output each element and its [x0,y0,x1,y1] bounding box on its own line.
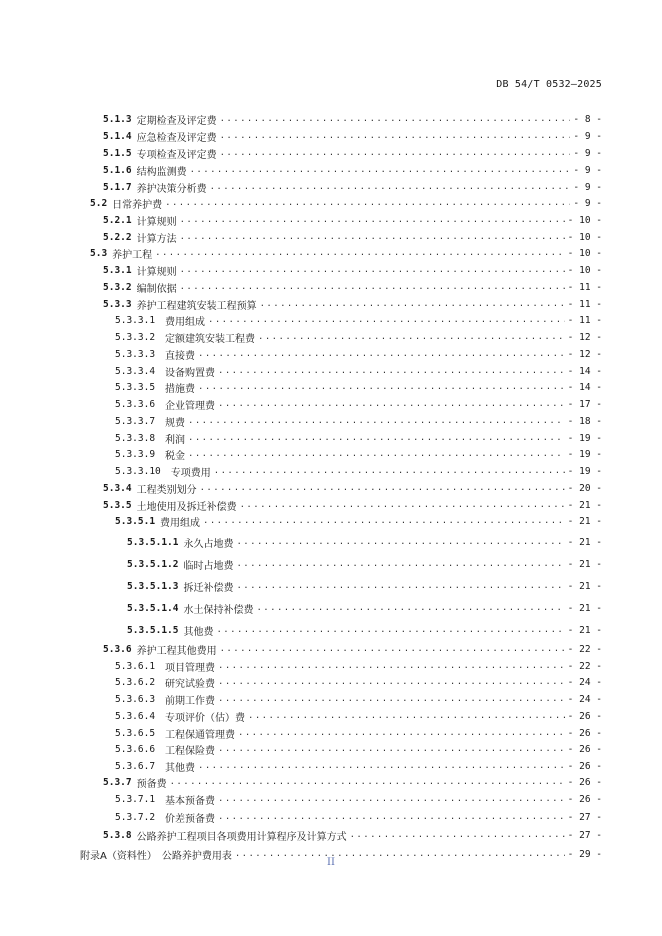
toc-entry-title: 预备费 [136,778,167,790]
toc-entry-title: 拆迁补偿费 [183,582,234,594]
dot-leader [198,382,565,392]
toc-entry-number: 5.3.2 [103,281,132,293]
toc-entry-page: - 17 - [567,398,602,410]
toc-entry-page: - 9 - [573,181,602,193]
toc-entry-title: 研究试验费 [165,678,216,690]
toc-entry-page: - 20 - [567,482,602,494]
toc-entry[interactable] [115,347,602,361]
toc-entry-page: - 12 - [567,348,602,360]
dot-leader [236,581,564,591]
toc-entry[interactable] [115,313,602,327]
toc-entry[interactable] [103,828,602,842]
toc-entry-number: 5.2 [90,197,108,209]
dot-leader [218,399,565,409]
toc-entry-page: - 27 - [567,811,602,823]
toc-entry-title: 其他费 [165,762,196,774]
toc-entry-number: 5.3.6 [103,643,132,655]
dot-leader [258,332,565,342]
toc-entry-page: - 10 - [567,264,602,276]
toc-entry[interactable] [115,709,602,723]
toc-entry[interactable] [115,464,602,478]
toc-entry-number: 5.3.6.2 [115,676,156,688]
toc-entry[interactable] [115,380,602,394]
dot-leader [190,165,571,175]
toc-entry-title: 养护决策分析费 [136,183,207,195]
toc-entry-title: 利润 [165,434,186,446]
toc-entry-title: 定额建筑安装工程费 [165,333,256,345]
dot-leader [220,148,571,158]
toc-entry-number: 5.3.3 [103,298,132,310]
toc-entry-title: 基本预备费 [165,795,216,807]
toc-entry-number: 5.3.5.1.1 [127,536,179,548]
toc-entry-page: - 11 - [567,314,602,326]
dot-leader [248,711,565,721]
toc-entry-title: 计算方法 [136,233,177,245]
toc-entry-number: 5.3.3.8 [115,432,156,444]
toc-entry-title: 结构监测费 [136,166,187,178]
toc-entry-page: - 9 - [573,164,602,176]
toc-entry-number: 5.3.5.1.3 [127,580,179,592]
toc-entry-number: 5.3.1 [103,264,132,276]
toc-entry[interactable] [103,112,602,126]
toc-entry-page: - 26 - [567,743,602,755]
toc-entry-number: 5.3.5.1 [115,515,156,527]
toc-entry-page: - 12 - [567,331,602,343]
toc-entry-page: - 11 - [567,281,602,293]
toc-entry-page: - 21 - [567,499,602,511]
toc-entry[interactable] [115,726,602,740]
toc-entry-page: - 21 - [567,558,602,570]
dot-leader [188,449,565,459]
toc-entry-number: 5.3.3.1 [115,314,156,326]
toc-entry-page: - 10 - [567,231,602,243]
toc-entry-number: 5.3.5.1.2 [127,558,179,570]
toc-entry-number: 5.1.5 [103,147,132,159]
toc-entry[interactable] [103,280,602,294]
toc-entry-title: 永久占地费 [183,538,234,550]
toc-entry[interactable] [90,246,602,260]
toc-entry-page: - 26 - [567,727,602,739]
toc-entry-number: 5.3.3.7 [115,415,156,427]
toc-entry[interactable] [103,230,602,244]
toc-entry-number: 5.1.7 [103,181,132,193]
toc-entry-page: - 24 - [567,676,602,688]
toc-entry-number: 5.3.4 [103,482,132,494]
toc-entry-number: 5.3.6.4 [115,710,156,722]
toc-entry-number: 5.2.1 [103,214,132,226]
toc-entry-page: - 21 - [567,602,602,614]
toc-entry[interactable] [127,601,602,615]
dot-leader [218,661,565,671]
toc-entry[interactable] [115,447,602,461]
toc-entry-title: 公路养护费用表 [161,850,232,862]
toc-entry-number: 5.3.6.6 [115,743,156,755]
toc-entry-page: - 27 - [567,829,602,841]
toc-entry[interactable] [103,642,602,656]
toc-entry-number: 5.3.6.5 [115,727,156,739]
toc-entry[interactable] [115,810,602,824]
toc-entry-title: 养护工程 [112,249,153,261]
toc-entry-page: - 26 - [567,776,602,788]
toc-entry-number: 附录A（资料性） [80,850,157,862]
dot-leader [216,625,564,635]
toc-entry-number: 5.3.3.4 [115,365,156,377]
toc-entry-page: - 24 - [567,693,602,705]
toc-entry[interactable] [115,692,602,706]
toc-entry[interactable] [115,397,602,411]
toc-entry[interactable] [115,659,602,673]
toc-entry-title: 养护工程其他费用 [136,645,217,657]
toc-entry-page: - 26 - [567,710,602,722]
toc-entry-number: 5.3 [90,247,108,259]
toc-entry-page: - 9 - [573,130,602,142]
toc-entry-page: - 22 - [567,643,602,655]
toc-entry[interactable] [103,146,602,160]
toc-entry-title: 项目管理费 [165,662,216,674]
toc-entry[interactable] [103,263,602,277]
toc-entry-title: 计算规则 [136,266,177,278]
dot-leader [260,299,565,309]
toc-entry-title: 措施费 [165,383,196,395]
toc-entry-page: - 19 - [567,448,602,460]
dot-leader [350,830,565,840]
toc-entry-number: 5.3.3.3 [115,348,156,360]
dot-leader [218,794,565,804]
toc-entry-title: 养护工程建筑安装工程预算 [136,300,257,312]
dot-leader [218,677,565,687]
toc-entry-title: 专项评价（估）费 [165,712,246,724]
toc-entry-number: 5.3.5.1.5 [127,624,179,636]
toc-entry-title: 价差预备费 [165,813,216,825]
document-id-header: DB 54/T 0532—2025 [496,79,602,90]
dot-leader [203,516,565,526]
toc-entry[interactable] [103,481,602,495]
toc-entry-page: - 26 - [567,760,602,772]
toc-entry-title: 专项费用 [170,467,211,479]
page-number: II [327,857,335,868]
dot-leader [170,777,565,787]
toc-entry-page: - 18 - [567,415,602,427]
toc-entry[interactable] [103,180,602,194]
dot-leader [198,761,565,771]
toc-entry-number: 5.3.6.1 [115,660,156,672]
toc-entry[interactable] [115,792,602,806]
toc-entry-page: - 29 - [567,848,602,860]
dot-leader [238,728,565,738]
toc-entry[interactable] [127,579,602,593]
dot-leader [180,265,565,275]
toc-entry-title: 费用组成 [165,316,206,328]
dot-leader [218,812,565,822]
dot-leader [208,315,565,325]
toc-entry[interactable] [103,213,602,227]
dot-leader [240,500,565,510]
toc-entry-number: 5.3.7.2 [115,811,156,823]
toc-entry-number: 5.3.3.9 [115,448,156,460]
toc-entry-title: 直接费 [165,350,196,362]
toc-entry[interactable] [127,557,602,571]
toc-entry-page: - 21 - [567,624,602,636]
toc-entry-page: - 11 - [567,298,602,310]
toc-entry-page: - 8 - [573,113,602,125]
toc-entry-title: 前期工作费 [165,695,216,707]
toc-entry[interactable] [115,414,602,428]
toc-entry-number: 5.1.4 [103,130,132,142]
toc-entry-number: 5.3.3.6 [115,398,156,410]
dot-leader [220,114,571,124]
toc-entry-title: 水土保持补偿费 [183,604,254,616]
toc-entry-title: 其他费 [183,626,214,638]
dot-leader [210,182,571,192]
toc-entry-number: 5.3.8 [103,829,132,841]
dot-leader [200,483,565,493]
toc-entry-number: 5.3.6.3 [115,693,156,705]
toc-entry-number: 5.1.3 [103,113,132,125]
dot-leader [214,466,565,476]
toc-entry-title: 规费 [165,417,186,429]
toc-entry-number: 5.3.5 [103,499,132,511]
toc-entry-page: - 10 - [567,214,602,226]
toc-entry-number: 5.3.6.7 [115,760,156,772]
toc-entry-page: - 9 - [573,147,602,159]
toc-entry[interactable] [115,675,602,689]
toc-entry-number: 5.3.3.5 [115,381,156,393]
toc-entry-title: 临时占地费 [183,560,234,572]
toc-entry-title: 公路养护工程项目各项费用计算程序及计算方式 [136,831,347,843]
dot-leader [220,131,571,141]
toc-entry-page: - 21 - [567,515,602,527]
toc-entry[interactable] [103,297,602,311]
toc-entry[interactable] [115,431,602,445]
toc-entry[interactable] [103,498,602,512]
toc-entry-page: - 19 - [567,465,602,477]
toc-entry-page: - 21 - [567,536,602,548]
toc-entry[interactable] [115,330,602,344]
toc-entry-title: 定期检查及评定费 [136,115,217,127]
dot-leader [220,644,565,654]
toc-entry[interactable] [103,163,602,177]
toc-entry-title: 计算规则 [136,216,177,228]
toc-entry-title: 编制依据 [136,283,177,295]
toc-entry-page: - 21 - [567,580,602,592]
toc-entry-page: - 9 - [573,197,602,209]
toc-entry-title: 设备购置费 [165,367,216,379]
toc-entry[interactable] [90,196,602,210]
dot-leader [218,694,565,704]
toc-entry-number: 5.2.2 [103,231,132,243]
toc-entry[interactable] [115,364,602,378]
toc-entry-page: - 19 - [567,432,602,444]
toc-entry-title: 土地使用及拆迁补偿费 [136,501,237,513]
toc-entry-title: 工程保险费 [165,745,216,757]
dot-leader [165,198,570,208]
toc-entry-title: 税金 [165,450,186,462]
toc-entry-page: - 14 - [567,365,602,377]
dot-leader [218,366,565,376]
toc-entry[interactable] [127,623,602,637]
toc-entry-page: - 14 - [567,381,602,393]
toc-entry-title: 专项检查及评定费 [136,149,217,161]
toc-entry[interactable] [103,129,602,143]
toc-entry-title: 应急检查及评定费 [136,132,217,144]
dot-leader [236,559,564,569]
toc-entry[interactable] [103,775,602,789]
dot-leader [155,248,565,258]
dot-leader [188,416,565,426]
toc-entry-number: 5.3.7 [103,776,132,788]
toc-entry-page: - 10 - [567,247,602,259]
toc-entry-title: 日常养护费 [112,199,163,211]
dot-leader [256,603,564,613]
toc-entry-number: 5.3.7.1 [115,793,156,805]
toc-entry-number: 5.3.3.10 [115,465,161,477]
toc-entry-number: 5.1.6 [103,164,132,176]
dot-leader [180,215,565,225]
toc-entry[interactable] [127,535,602,549]
toc-entry-number: 5.3.3.2 [115,331,156,343]
toc-entry[interactable] [115,742,602,756]
toc-entry[interactable] [115,759,602,773]
toc-entry-title: 工程类别划分 [136,484,197,496]
toc-entry-title: 费用组成 [160,517,201,529]
dot-leader [218,744,565,754]
dot-leader [180,232,565,242]
toc-entry-title: 企业管理费 [165,400,216,412]
toc-entry[interactable] [115,514,602,528]
dot-leader [198,349,565,359]
dot-leader [236,537,564,547]
toc-entry-page: - 22 - [567,660,602,672]
dot-leader [188,433,565,443]
toc-entry-title: 工程保通管理费 [165,729,236,741]
toc-entry-page: - 26 - [567,793,602,805]
toc-entry-number: 5.3.5.1.4 [127,602,179,614]
dot-leader [180,282,565,292]
